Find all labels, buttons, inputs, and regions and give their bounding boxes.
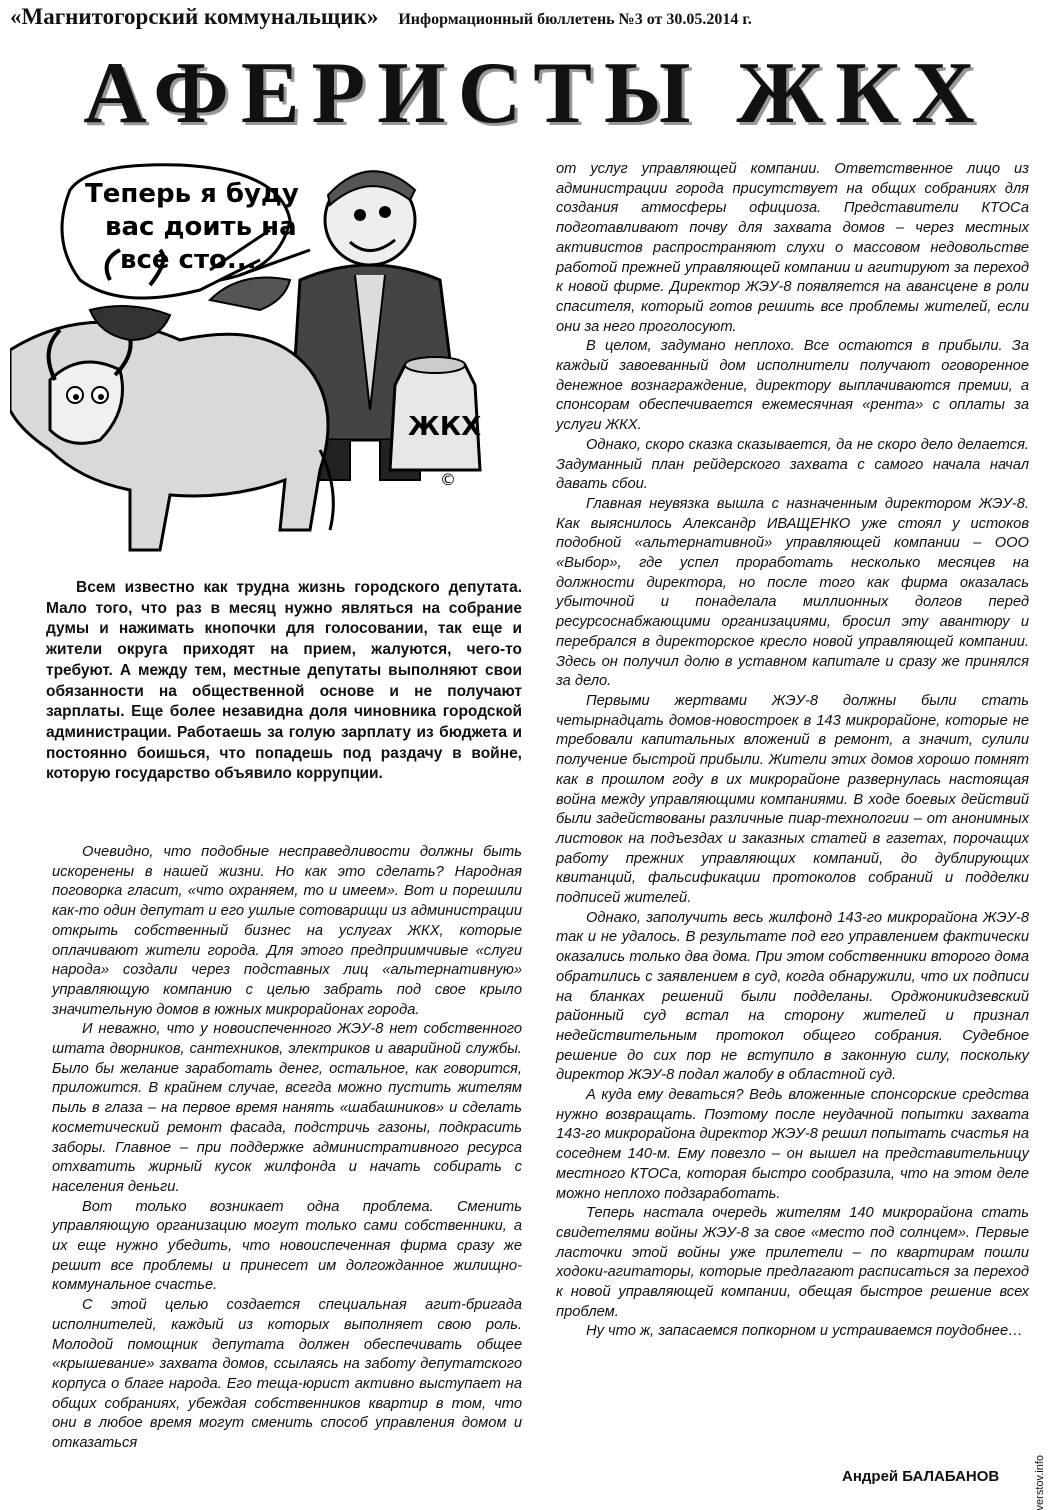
paragraph: Однако, заполучить весь жилфонд 143-го микрорайона ЖЭУ-8 так и не удалось. В результате под его управлением фактически оказались только два дома. При этом собственники второго дома обратились с заявлением в суд, когда обнаружили, что их подписи на бланках решений были подделаны. Орджоникидзевский районный суд встал на сторону жителей и признал недействительным протокол общего собрания. Судебное решение до сих пор не вступило в законную силу, поскольку директор ЖЭУ-8 подал жалобу в областной суд. [556,909,1029,1084]
paragraph: Теперь настала очередь жителям 140 микрорайона стать свидетелями войны ЖЭУ-8 за свое «место под солнцем». Первые ласточки этой войны уже прилетели – по квартирам пошли ходоки-агитаторы, которые предлагают расписаться за переход к новой управляющей компании, обещая быстрое решение всех проблем. [556,1205,1029,1320]
paragraph: Однако, скоро сказка сказывается, да не скоро дело делается. Задуманный план рейдерского захвата с самого начала начал давать сбои. [556,436,1029,493]
headline: АФЕРИСТЫ ЖКХ [83,45,987,142]
paragraph: В целом, задумано неплохо. Все остаются в прибыли. За каждый завоеванный дом исполнители получают оговоренное денежное вознаграждение, директору выплачиваются премии, а спонсорам обеспечивается ежемесячная «рента» с оплаты за услуги ЖКХ. [556,338,1029,434]
paragraph: от услуг управляющей компании. Ответственное лицо из администрации города присутствует на общих собраниях для создания атмосферы официоза. Представители КТОСа подготавливают почву для захвата домов – через местных активистов распространяют слухи о массовом недовольстве работой прежней управляющей компании и агитируют за переход к новой фирме. Директор ЖЭУ-8 появляется на авансцене в роли спасителя, который готов решить все проблемы жителей, если они за него проголосуют. [556,161,1029,335]
bubble-line-3: все сто... [120,245,257,275]
left-column [52,843,522,1454]
milk-can [390,357,481,489]
paragraph: Ну что ж, запасаемся попкорном и устраиваемся поудобнее… [586,1323,1023,1340]
paragraph: И неважно, что у новоиспеченного ЖЭУ-8 нет собственного штата дворников, сантехников, электриков и аварийной службы. Было бы желание заработать денег, остальное, как говорится, приложится. В крайнем случае, всегда можно пустить жителям пыль в глаза – на первое время нанять «шабашников» и сделать косметический ремонт фасада, подстричь газоны, подкрасить заборы. Главное – при поддержке административного ресурса отхватить жирный кусок жилфонда и начать собирать с населения деньги. [52,1021,522,1195]
paragraph: С этой целью создается специальная агит-бригада исполнителей, каждый из которых выполняет свою роль. Молодой помощник депутата должен обеспечивать общее «крышевание» захвата домов, ссылаясь на заботу депутатского корпуса о благе народа. Его теща-юрист активно выступает на общих собраниях, убеждая собственников квартир в том, что они в любое время могут сменить способ управления домом и отказаться [52,1297,522,1452]
can-label: ЖКХ [408,412,482,442]
issue-info: Информационный бюллетень №3 от 30.05.2014 г. [398,11,752,28]
masthead [10,4,1040,34]
copyright-mark: © [440,470,456,489]
site-watermark: verstov.info [1034,1455,1046,1510]
right-column [556,160,1029,1342]
cartoon-illustration [10,150,550,570]
paragraph: Главная неувязка вышла с назначенным директором ЖЭУ-8. Как выяснилось Александр ИВАЩЕНКО уже стоял у истоков подобной «альтернативной» управляющей компании – ООО «Выбор», где успел проработать несколько месяцев на должности директора, но после того как фирма оказалась убыточной и понаделала миллионных долгов перед ресурсоснабжающими организациями, бросил эту авантюру и перебрался в директорское кресло новой управляющей компании. Здесь он получил долю в уставном капитале и сразу же принялся за дело. [556,495,1029,690]
paragraph: А куда ему деваться? Ведь вложенные спонсорские средства нужно возвращать. Поэтому после неудачной попытки захвата 143-го микрорайона директор ЖЭУ-8 решил попытать счастья на соседнем 140-м. Ему повезло – он вышел на представительницу местного КТОСа, которая быстро сообразила, что на этом деле можно неплохо подзаработать. [556,1087,1029,1202]
paragraph: Первыми жертвами ЖЭУ-8 должны были стать четырнадцать домов-новостроек в 143 микрорайоне, которые не требовали капитальных вложений в ремонт, а значит, сулили получение быстрой прибыли. Жители этих домов хорошо помнят как в прошлом году в их микрорайоне развернулась настоящая война между управляющими компаниями. В ходе боевых действий были задействованы различные пиар-технологии – от анонимных листовок на подъездах и заказных статей в газетах, порочащих работу прежних управляющих компаний, до дублирующих квитанций, фальсификации протоколов собраний и подделки подписей жителей. [556,692,1029,907]
author-byline: Андрей БАЛАБАНОВ [842,1468,1000,1485]
lead-paragraph: Всем известно как трудна жизнь городского депутата. Мало того, что раз в месяц нужно являться на собрание думы и нажимать кнопочки для голосовании, так еще и жители округа приходят на прием, жалуются, чего-то требуют. А между тем, местные депутаты выполняют свои обязанности на общественной основе и не получают зарплаты. Еще более незавидна доля чиновника городской администрации. Работаешь за голую зарплату из бюджета и постоянно боишься, что попадешь под раздачу в войне, которую государство объявило коррупции. [46,579,522,783]
paragraph: Очевидно, что подобные несправедливости должны быть искоренены в нашей жизни. Но как это сделать? Народная поговорка гласит, «что охраняем, то и имеем». Вот и порешили как-то один депутат и его ушлые сотоварищи из администрации открыть собственный бизнес на услугах ЖКХ, которые оплачивают жители города. Для этого предприимчивые «слуги народа» создали через подставных лиц «альтернативную» управляющую компанию с целью забрать под свое крыло значительную домов в южных микрорайонах города. [52,844,522,1018]
newspaper-name: «Магнитогорский коммунальщик» [10,4,379,29]
bubble-line-1: Теперь я буду [85,179,299,209]
bubble-line-2: вас доить на [105,212,297,242]
paragraph: Вот только возникает одна проблема. Сменить управляющую организацию могут только сами собственники, а их еще нужно убедить, что новоиспеченная фирма сразу же решит все проблемы и принесет им долгожданное жилищно-коммунальное счастье. [52,1198,522,1294]
